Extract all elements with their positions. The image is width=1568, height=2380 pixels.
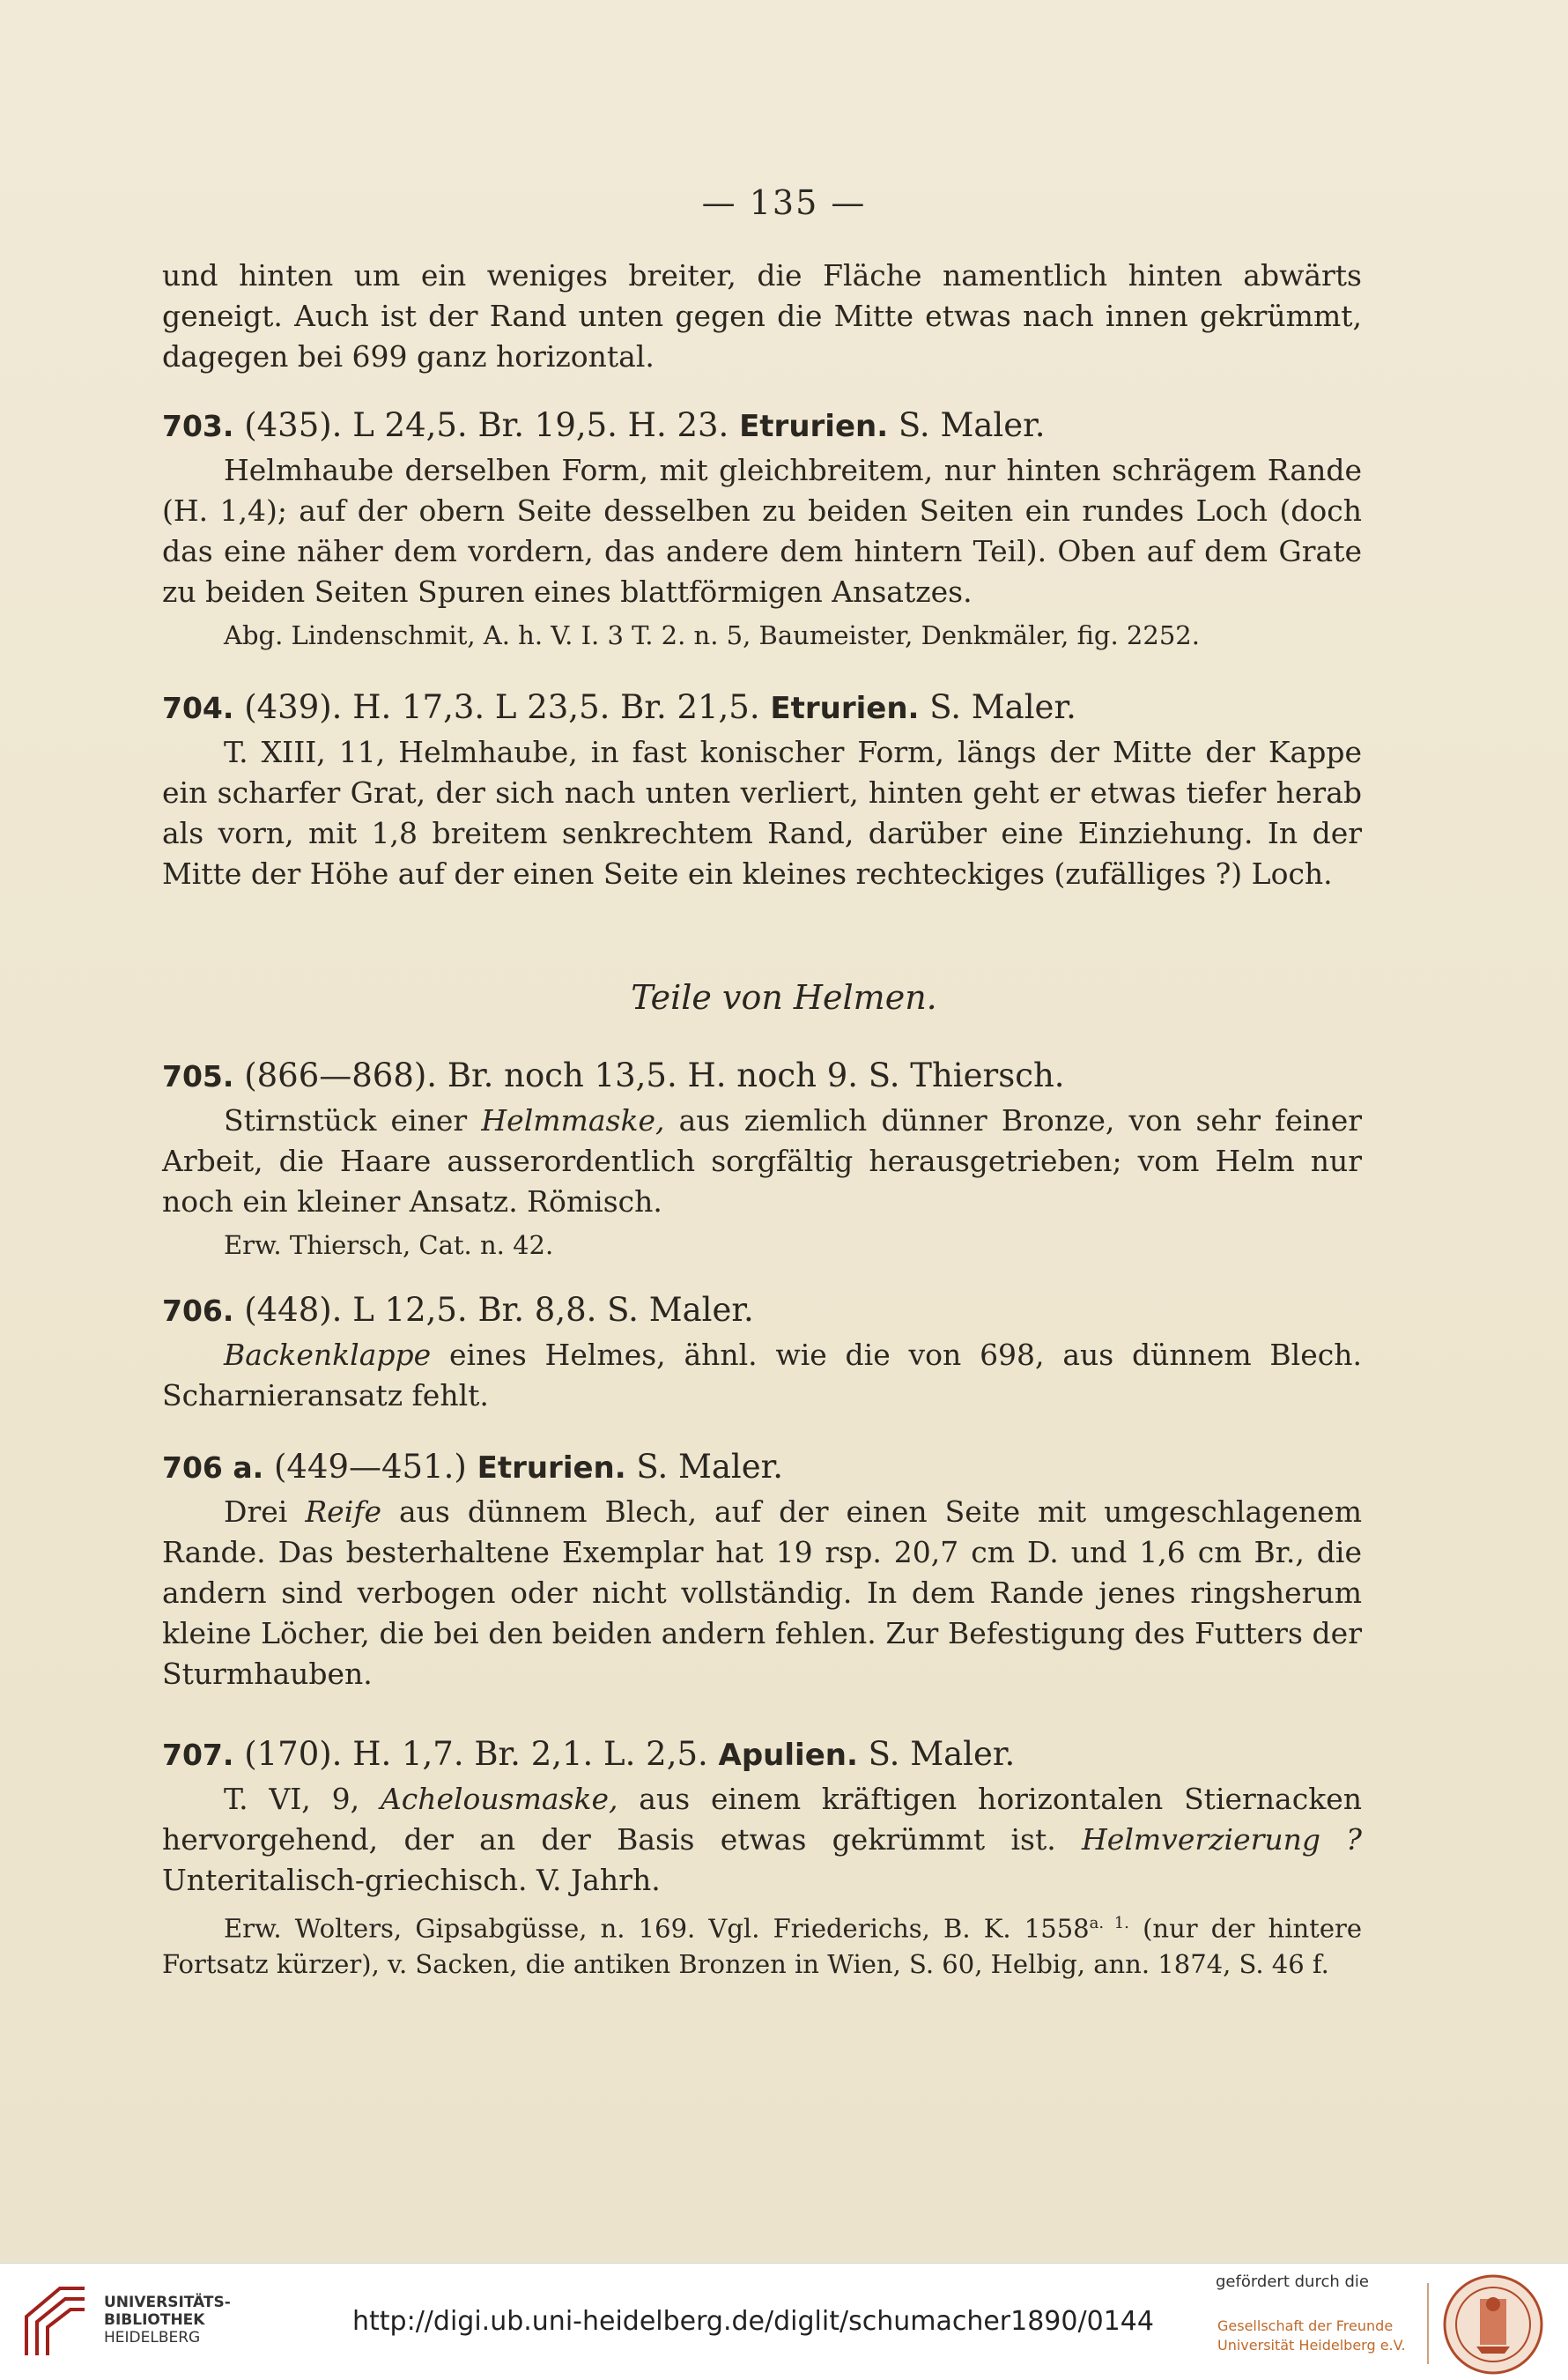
entry-706-heading [162, 1288, 1362, 1333]
entry-706 [162, 1288, 1362, 1416]
entry-704-region: Etrurien. [770, 691, 920, 726]
entry-704 [162, 686, 1362, 894]
entry-707-reference [162, 1906, 1362, 1982]
entry-703-measures: (435). L 24,5. Br. 19,5. H. 23. [244, 406, 729, 444]
university-seal-icon [1441, 2272, 1545, 2376]
entry-707-description [162, 1779, 1362, 1901]
entry-705-description [162, 1101, 1362, 1222]
library-line-3: HEIDELBERG [104, 2329, 201, 2347]
entry-705-reference: Erw. Thiersch, Cat. n. 42. [224, 1230, 554, 1260]
sponsor-line-2: Universität Heidelberg e.V. [1217, 2337, 1406, 2354]
intro-paragraph [162, 256, 1362, 377]
footer-bar [0, 2263, 1568, 2380]
entry-707-text-b: aus einem kräftigen horizontalen Stiernacken hervorgehend, der an der Basis etwas gekrümmt ist. [162, 1782, 1362, 1857]
entry-706a [162, 1445, 1362, 1694]
entry-706a-text-b: aus dünnem Blech, auf der einen Seite mit umgeschlagenem Rande. Das besterhaltene Exemplar hat 19 rsp. 20,7 cm D. und 1,6 cm Br., die andern sind verbogen oder nicht vollständig. In dem Rande jenes ringsherum kleine Löcher, die bei den beiden andern fehlen. Zur Befestigung des Futters der Sturmhauben. [162, 1494, 1362, 1691]
entry-705-text-b: aus ziemlich dünner Bronze, von sehr feiner Arbeit, die Haare ausserordentlich sorgfältig herausgetrieben; vom Helm nur noch ein kleiner Ansatz. Römisch. [162, 1103, 1363, 1219]
sponsor-line-1: Gesellschaft der Freunde [1217, 2317, 1394, 2334]
entry-707-term-a: Achelousmaske, [380, 1782, 618, 1816]
library-line-1: UNIVERSITÄTS- [104, 2294, 231, 2311]
entry-707-source: S. Maler. [868, 1735, 1016, 1773]
entry-707-heading [162, 1732, 1362, 1777]
library-name [104, 2294, 231, 2347]
entry-707-term-b: Helmverzierung ? [1082, 1822, 1362, 1857]
page-number: — 135 — [701, 183, 867, 222]
entry-704-number: 704. [162, 691, 234, 725]
entry-706-text: eines Helmes, ähnl. wie die von 698, aus dünnem Blech. Scharnieransatz fehlt. [162, 1338, 1362, 1412]
ub-heidelberg-logo-icon [16, 2281, 95, 2366]
entry-706a-term: Reife [305, 1494, 381, 1529]
entry-705-text-a: Stirnstück einer [224, 1103, 468, 1138]
entry-706-description [162, 1335, 1362, 1416]
entry-705 [162, 1054, 1362, 1263]
entry-706a-description [162, 1492, 1362, 1694]
entry-706a-region: Etrurien. [477, 1450, 626, 1486]
entry-703 [162, 404, 1362, 653]
intro-text: und hinten um ein weniges breiter, die Fläche namentlich hinten abwärts geneigt. Auch ist der Rand unten gegen die Mitte etwas nach innen gekrümmt, dagegen bei 699 ganz horizontal. [162, 258, 1362, 374]
library-line-2: BIBLIOTHEK [104, 2311, 205, 2329]
entry-707-text-c: Unteritalisch-griechisch. V. Jahrh. [162, 1863, 661, 1897]
entry-703-reference: Abg. Lindenschmit, A. h. V. I. 3 T. 2. n. 5, Baumeister, Denkmäler, fig. 2252. [224, 620, 1200, 650]
entry-705-measures: (866—868). Br. noch 13,5. H. noch 9. S. Thiersch. [244, 1057, 1065, 1094]
entry-706a-heading [162, 1445, 1362, 1490]
entry-704-description: T. XIII, 11, Helmhaube, in fast konischer Form, längs der Mitte der Kappe ein scharfer Grat, der sich nach unten verliert, hinten geht er etwas tiefer herab als vorn, mit 1,8 breitem senkrechtem Rand, darüber eine Einziehung. In der Mitte der Höhe auf der einen Seite ein kleines rechteckiges (zufälliges ?) Loch. [162, 735, 1362, 891]
entry-703-number: 703. [162, 409, 234, 443]
entry-706-number: 706. [162, 1294, 234, 1328]
entry-705-term: Helmmaske, [481, 1103, 665, 1138]
entry-703-description: Helmhaube derselben Form, mit gleichbreitem, nur hinten schrägem Rande (H. 1,4); auf der obern Seite desselben zu beiden Seiten ein rundes Loch (doch das eine näher dem vordern, das andere dem hintern Teil). Oben auf dem Grate zu beiden Seiten Spuren eines blattförmigen Ansatzes. [162, 453, 1362, 609]
sponsor-name [1217, 2317, 1406, 2355]
entry-707-ref-a: Erw. Wolters, Gipsabgüsse, n. 169. Vgl. Friederichs, B. K. 1558 [224, 1913, 1090, 1944]
entry-706a-source: S. Maler. [636, 1448, 784, 1486]
entry-707-ref-sup: a. 1. [1089, 1914, 1129, 1932]
entry-704-source: S. Maler. [929, 688, 1076, 726]
entry-703-heading [162, 404, 1362, 449]
entry-706a-number: 706 a. [162, 1450, 264, 1485]
entry-703-source: S. Maler. [898, 406, 1046, 444]
footer-divider [1427, 2283, 1429, 2364]
entry-704-measures: (439). H. 17,3. L 23,5. Br. 21,5. [244, 688, 760, 726]
entry-706a-measures: (449—451.) [273, 1448, 467, 1486]
entry-707-region: Apulien. [718, 1738, 858, 1773]
funded-by-label: gefördert durch die [1216, 2272, 1369, 2291]
entry-705-number: 705. [162, 1059, 234, 1094]
entry-707-text-a: T. VI, 9, [224, 1782, 360, 1816]
entry-707-ref-b: (nur der hintere Fortsatz kürzer), v. Sacken, die antiken Bronzen in Wien, S. 60, Helbig, ann. 1874, S. 46 f. [162, 1913, 1363, 1979]
entry-707-number: 707. [162, 1738, 234, 1772]
entry-707-measures: (170). H. 1,7. Br. 2,1. L. 2,5. [244, 1735, 708, 1773]
entry-706-measures: (448). L 12,5. Br. 8,8. S. Maler. [244, 1291, 754, 1329]
entry-706a-text-a: Drei [224, 1494, 288, 1529]
section-title: Teile von Helmen. [631, 978, 937, 1017]
entry-707 [162, 1732, 1362, 1982]
permalink-url[interactable]: http://digi.ub.uni-heidelberg.de/diglit/schumacher1890/0144 [352, 2306, 1154, 2337]
entry-705-heading [162, 1054, 1362, 1099]
entry-703-region: Etrurien. [739, 409, 889, 444]
entry-706-term: Backenklappe [224, 1338, 432, 1372]
entry-704-heading [162, 686, 1362, 730]
